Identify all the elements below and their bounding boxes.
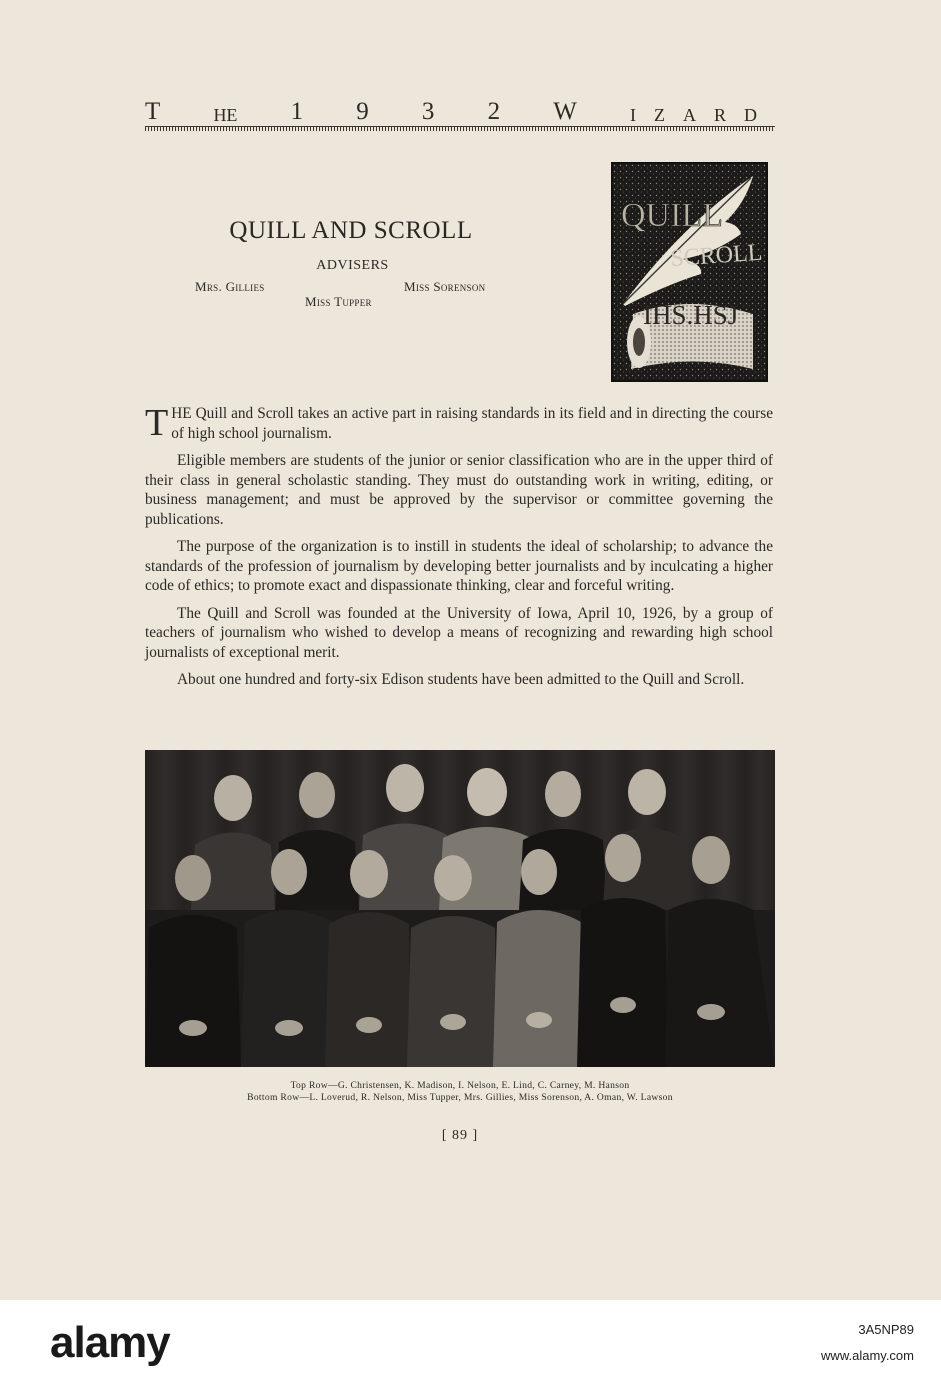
stock-url: www.alamy.com <box>821 1348 914 1363</box>
running-head-w: W <box>553 98 577 125</box>
group-photo <box>145 750 775 1067</box>
section-title: QUILL AND SCROLL <box>229 217 473 244</box>
running-head-2: 2 <box>487 98 501 125</box>
advisers-label: ADVISERS <box>316 258 389 273</box>
running-head-izard: IZARD <box>629 105 775 125</box>
emblem-initials: IHS.HSJ <box>643 300 739 330</box>
paragraph-3: The purpose of the organization is to instill in students the ideal of scholarship; to advance the standards of the profession of journalism by developing better journalists and by inculcating a higher code of ethics; to promote exact and dispassionate thinking, clear and forceful writing. <box>145 538 773 594</box>
caption-bottom-row: Bottom Row—L. Loverud, R. Nelson, Miss Tupper, Mrs. Gillies, Miss Sorenson, A. Oman, W. Lawson <box>247 1091 673 1103</box>
stock-image-id: 3A5NP89 <box>858 1322 914 1337</box>
paragraph-5: About one hundred and forty-six Edison students have been admitted to the Quill and Scroll. <box>177 671 745 688</box>
running-head-1: 1 <box>290 98 304 125</box>
quill-and-scroll-emblem <box>611 162 768 382</box>
paragraph-2: Eligible members are students of the junior or senior classification who are in the upper third of their class in general scholastic standing. They must do outstanding work in writing, editing, or business management; and must be approved by the supervisor or committee governing the publications. <box>145 452 773 528</box>
running-head-9: 9 <box>356 98 369 125</box>
running-head-3: 3 <box>421 98 435 125</box>
emblem-word-quill: QUILL <box>621 197 723 234</box>
caption-top-row: Top Row—G. Christensen, K. Madison, I. Nelson, E. Lind, C. Carney, M. Hanson <box>290 1080 630 1091</box>
running-head-t: T <box>145 98 161 125</box>
paragraph-1 <box>145 404 773 443</box>
running-head-he: HE <box>213 105 238 125</box>
adviser-tupper: Miss Tupper <box>305 294 372 309</box>
header-rule <box>145 126 775 131</box>
emblem-word-scroll: SCROLL <box>669 239 764 272</box>
adviser-gillies: Mrs. Gillies <box>195 279 265 294</box>
drop-cap: T <box>145 402 169 444</box>
paragraph-4: The Quill and Scroll was founded at the University of Iowa, April 10, 1926, by a group of teachers of journalism who wished to develop a means of recognizing and rewarding high school journalists of exceptional merit. <box>145 604 773 661</box>
photo-caption <box>145 1080 775 1103</box>
page-number: [ 89 ] <box>441 1128 479 1143</box>
running-head <box>145 96 775 126</box>
adviser-sorenson: Miss Sorenson <box>404 279 486 294</box>
paragraph-1-text: HE Quill and Scroll takes an active part in raising standards in its field and in directing the course of high school journalism. <box>171 405 773 442</box>
stock-logo: alamy <box>50 1318 170 1367</box>
body-text <box>145 404 773 698</box>
